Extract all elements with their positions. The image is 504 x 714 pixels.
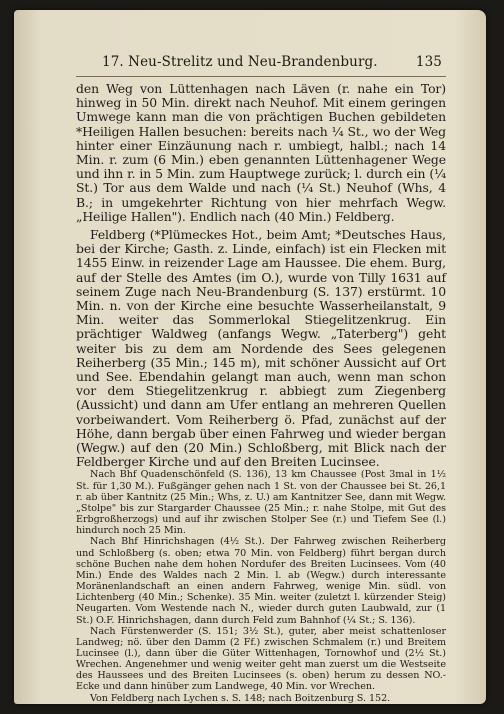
running-header — [102, 54, 442, 74]
paragraph-fuerstenwerder: Nach Fürstenwerder (S. 151; 3½ St.), guter, aber meist schattenloser Landweg; nö. über den Damm (2 Ff.) zwischen Schmalem (r.) und Breitem Lucinsee (l.), dann über die Güter Wittenhagen, Tornowhof und (2½ St.) Wrechen. Angenehmer und wenig weiter geht man zuerst um die Westseite des Haussees und des Breiten Lucinsees (s. oben) herum zu dessen NO.-Ecke und dann hinüber zum Landwege, 40 Min. vor Wrechen. — [76, 625, 446, 693]
paragraph-quadenschoenfeld: Nach Bhf Quadenschönfeld (S. 136), 13 km Chaussee (Post 3mal in 1½ St. für 1,30 M.). Fußgänger gehen nach 1 St. von der Chaussee bei St. 26,1 r. ab über Kantnitz (25 Min.; Whs, z. U.) am Kantnitzer See, dann mit Wegw. „Stolpe" bis zur Stargarder Chaussee (25 Min.; r. nahe Stolpe, mit Gut des Erbgroßherzogs) und auf ihr zwischen Stolper See (r.) und Tiefem See (l.) hindurch noch 25 Min. — [76, 469, 446, 537]
chapter-title: 17. Neu-Strelitz und Neu-Brandenburg. — [102, 54, 378, 70]
paragraph-feldberg: Feldberg (*Plümeckes Hot., beim Amt; *Deutsches Haus, bei der Kirche; Gasth. z. Linde, einfach) ist ein Flecken mit 1455 Einw. in reizender Lage am Haussee. Die ehem. Burg, auf der Stelle des Amtes (im O.), wurde von Tilly 1631 auf seinem Zuge nach Neu-Brandenburg (S. 137) erstürmt. 10 Min. n. von der Kirche eine besuchte Wasserheilanstalt, 9 Min. weiter das Sommerlokal Stiegelitzenkrug. Ein prächtiger Waldweg (anfangs Wegw. „Taterberg") geht weiter bis zu dem am Nordende des Sees gelegenen Reiherberg (35 Min.; 145 m), mit schöner Aussicht auf Ort und See. Ebendahin gelangt man auch, wenn man schon vor dem Stiegelitzenkrug r. abbiegt zum Ziegenberg (Aussicht) und dann am Ufer entlang an mehreren Quellen vorbeiwandert. Vom Reiherberg ö. Pfad, zunächst auf der Höhe, dann bergab über einen Fahrweg und wieder bergan (Wegw.) auf den (20 Min.) Schloßberg, mit Blick nach der Feldberger Kirche und auf den Breiten Lucinsee. — [76, 227, 446, 470]
page-body — [76, 82, 446, 704]
page-number: 135 — [415, 54, 442, 70]
paragraph-crossref: Von Feldberg nach Lychen s. S. 148; nach Boitzenburg S. 152. — [90, 692, 391, 704]
book-page — [14, 10, 486, 704]
paragraph-lead: den Weg von Lüttenhagen nach Läven (r. nahe ein Tor) hinweg in 50 Min. direkt nach Neuhof. Mit einem geringen Umwege kann man die von prächtigen Buchen gebildeten *Heiligen Hallen besuchen: bereits nach ¼ St., wo der Weg hinter einer Einzäunung nach r. umbiegt, halbl.; nach 14 Min. r. zum (6 Min.) eben genannten Lüttenhagener Wege und ihn r. in 5 Min. zum Hauptwege zurück; l. durch ein (¼ St.) Tor aus dem Walde und nach (¼ St.) Neuhof (Whs, 4 B.; in umgekehrter Richtung von hier mehrfach Wegw. „Heilige Hallen"). Endlich nach (40 Min.) Feldberg. — [76, 81, 446, 224]
header-rule — [76, 76, 446, 77]
paragraph-hinrichshagen: Nach Bhf Hinrichshagen (4½ St.). Der Fahrweg zwischen Reiherberg und Schloßberg (s. oben; etwa 70 Min. von Feldberg) führt bergan durch schöne Buchen nahe dem hohen Nordufer des Breiten Lucinsees. Vom (40 Min.) Ende des Waldes nach 2 Min. l. ab (Wegw.) durch interessante Moränenlandschaft an einen andern Fahrweg, wenige Min. südl. von Lichtenberg (40 Min.; Schenke). 35 Min. weiter (zuletzt l. kürzender Steig) Neugarten. Vom Westende nach N., wieder durch guten Laubwald, zur (1 St.) O.F. Hinrichshagen, dann durch Feld zum Bahnhof (¼ St.; S. 136). — [76, 536, 446, 626]
